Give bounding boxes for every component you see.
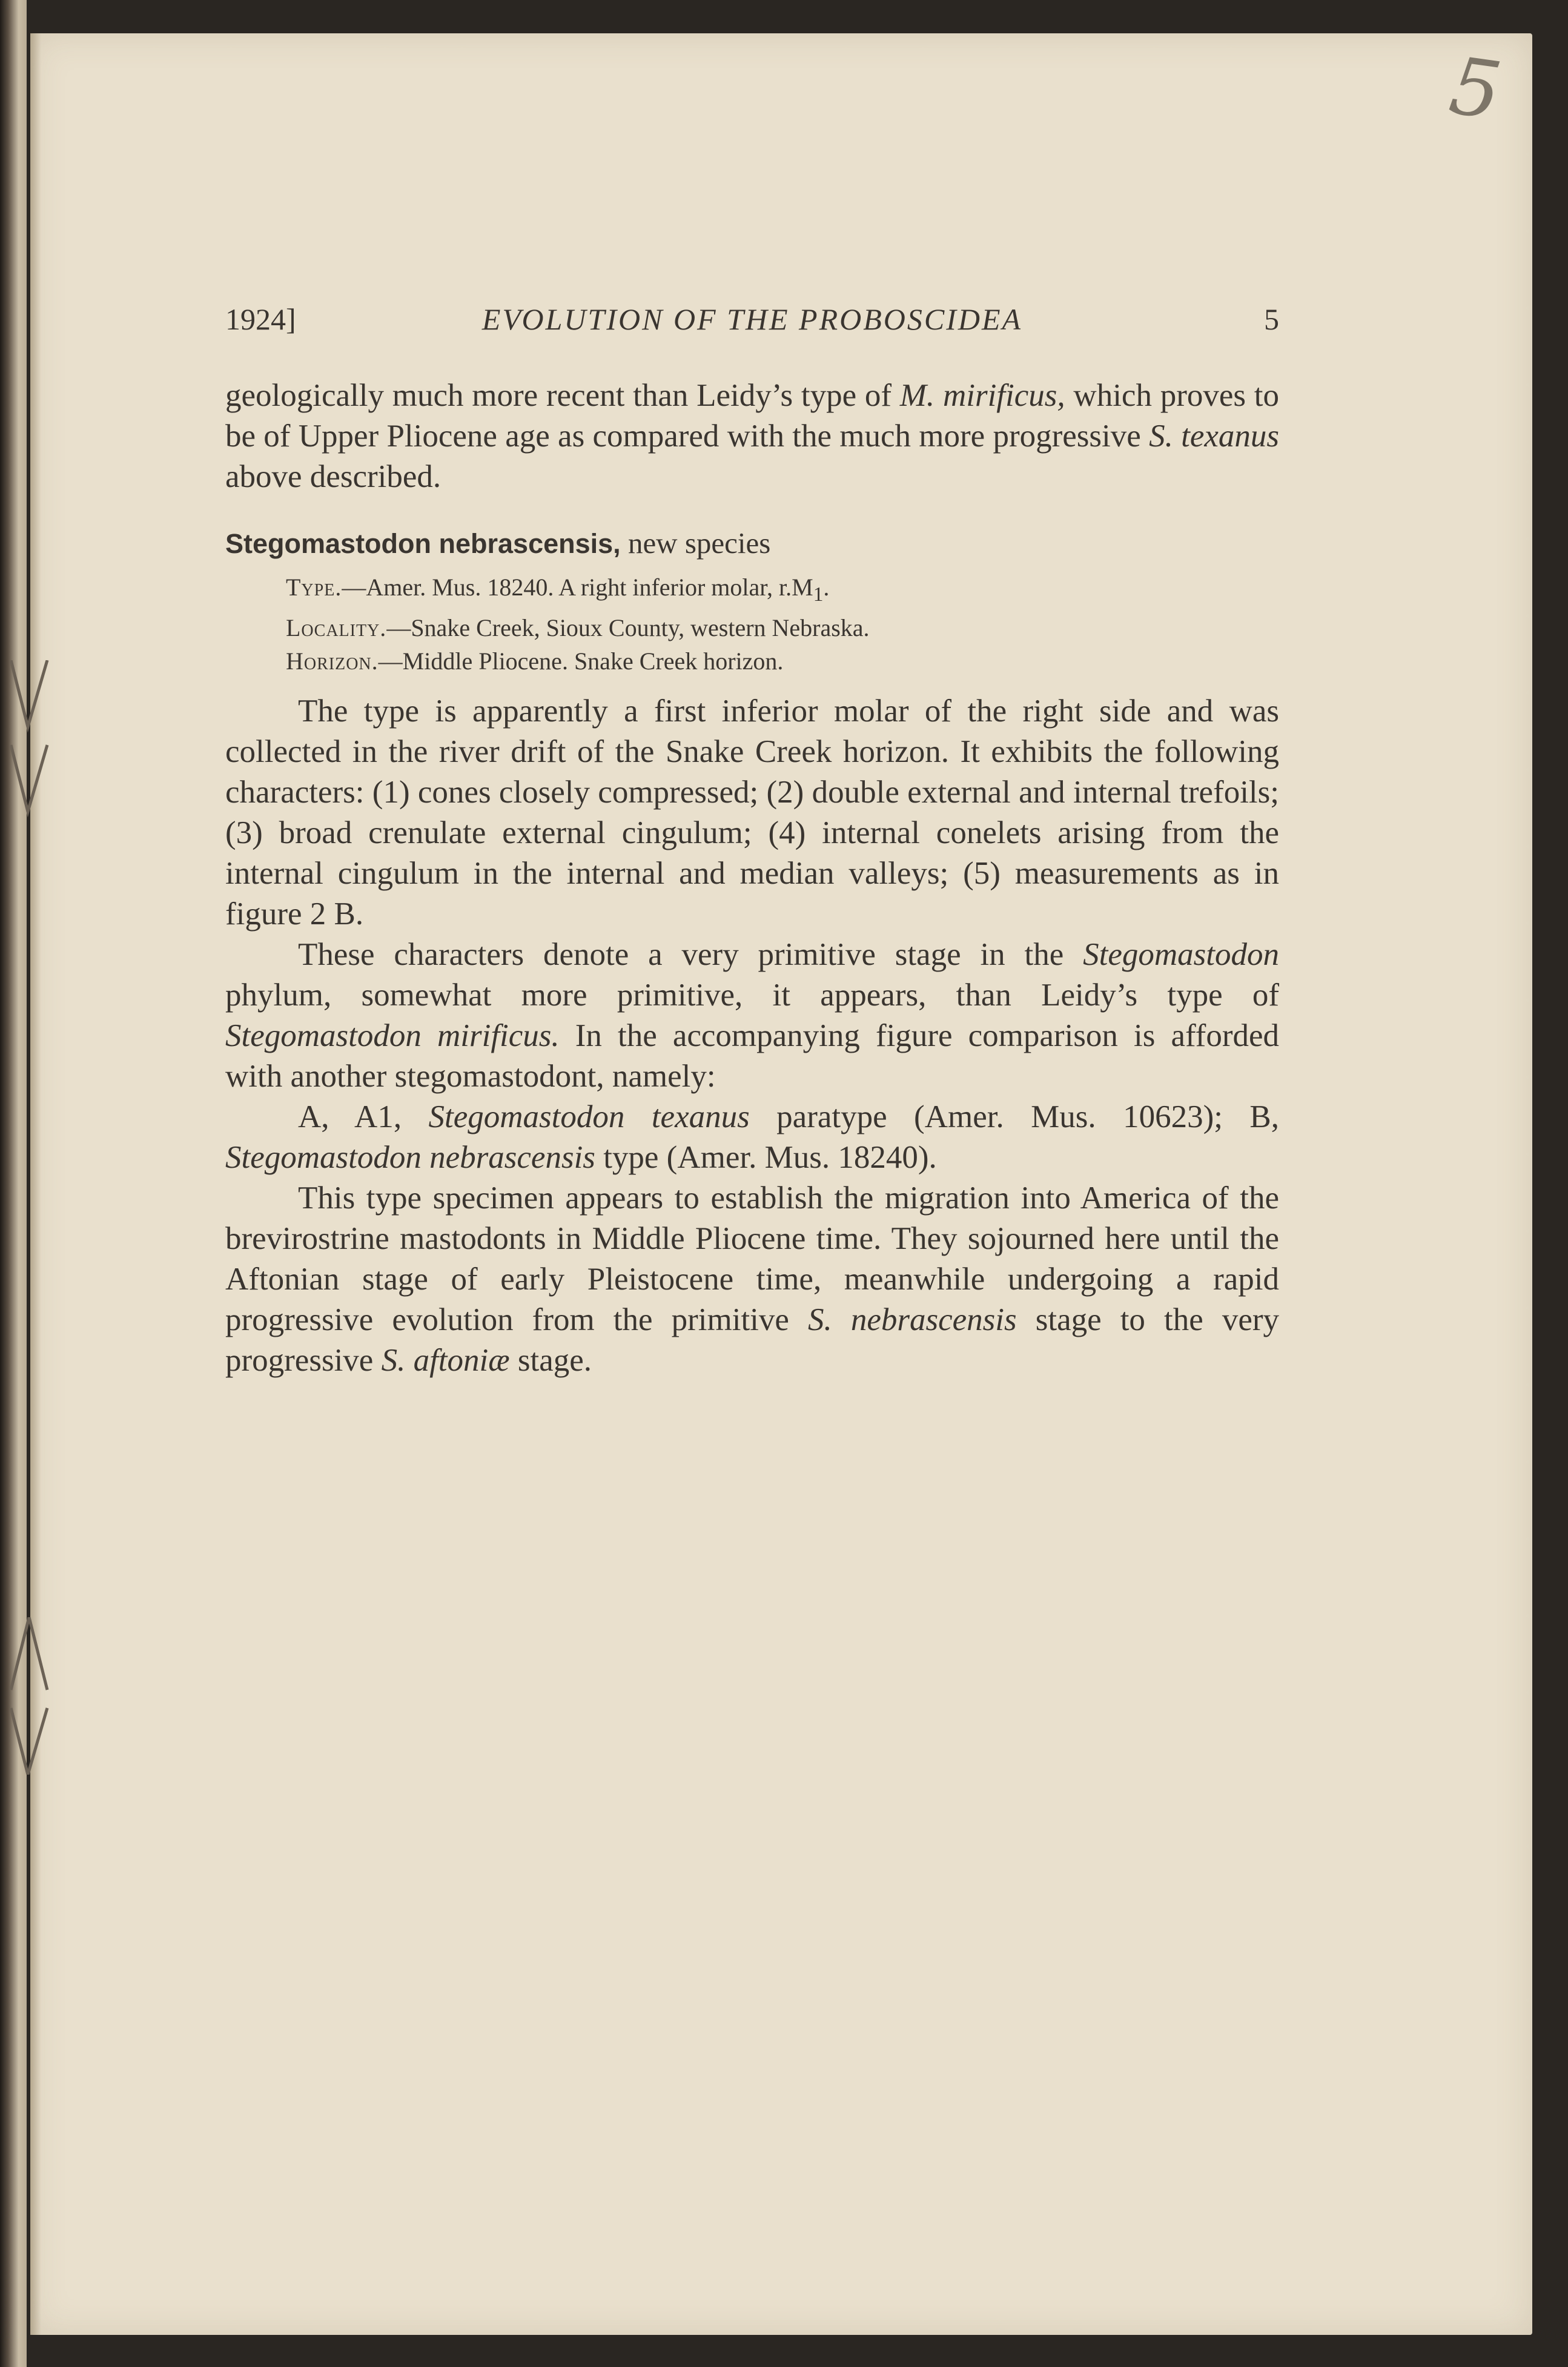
handwritten-page-number: 5 bbox=[1444, 39, 1507, 138]
species-name: Stegomastodon nebrascensis, bbox=[225, 528, 621, 559]
type-line: Type.—Amer. Mus. 18240. A right inferior molar, $r.M_1$. bbox=[286, 574, 830, 606]
paragraph-migration: This type specimen appears to establish the migration into America of the brevirostrine mastodonts in Middle Pliocene time. They sojourned here until the Aftonian stage of early Pleistocene time, meanwhile undergoing a rapid progressive evolution from the primitive S. nebrascensis stage to the very progressive S. aftoniæ stage. bbox=[225, 1180, 1280, 1378]
binding-stitch-lower bbox=[5, 1617, 53, 1775]
running-title: EVOLUTION OF THE PROBOSCIDEA bbox=[481, 302, 1023, 336]
running-header bbox=[225, 302, 1279, 344]
paragraph-phylum: These characters denote a very primitive stage in the Stegomastodon phylum, somewhat more primitive, it appears, than Leidy’s type of Stegomastodon mirificus. In the accompanying figure comparison is afforded with another stegomastodont, namely: bbox=[225, 937, 1279, 1094]
page-binding-shadow bbox=[30, 33, 41, 2335]
header-year: 1924] bbox=[225, 302, 296, 336]
paragraph-continuation: geologically much more recent than Leidy’s type of M. mirificus, which proves to be of Upper Pliocene age as compared with the much more progressive S. texanus above described. bbox=[225, 378, 1279, 494]
body-text bbox=[225, 376, 1279, 1381]
paragraph-characters: The type is apparently a first inferior molar of the right side and was collected in the river drift of the Snake Creek horizon. It exhibits the following characters: (1) cones closely compressed; (2) double external and internal trefoils; (3) broad crenulate external cingulum; (4) internal conelets arising from the internal cingulum in the internal and median valleys; (5) measurements as in figure 2 B. bbox=[225, 694, 1279, 932]
adjacent-page-edge bbox=[0, 0, 27, 2367]
binding-stitch-upper bbox=[5, 660, 53, 818]
species-heading: Stegomastodon nebrascensis, new species bbox=[225, 526, 771, 560]
page-number: 5 bbox=[1264, 302, 1279, 336]
paragraph-figure-key: A, A1, Stegomastodon texanus paratype (Amer. Mus. 10623); B, Stegomastodon nebrascensis type (Amer. Mus. 18240). bbox=[225, 1099, 1279, 1175]
horizon-line: Horizon.—Middle Pliocene. Snake Creek horizon. bbox=[286, 647, 784, 675]
specimen-metadata bbox=[286, 571, 1279, 678]
locality-line: Locality.—Snake Creek, Sioux County, western Nebraska. bbox=[286, 614, 870, 641]
